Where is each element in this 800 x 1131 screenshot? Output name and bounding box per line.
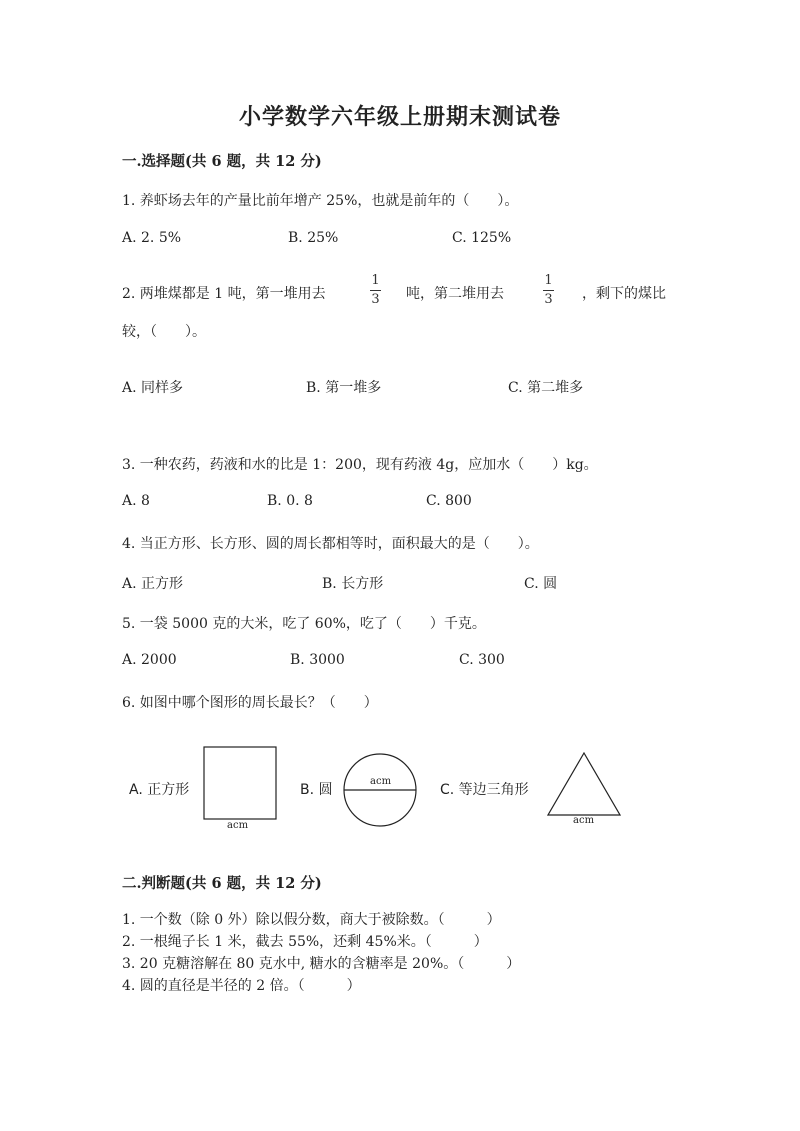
q2-fraction-2 — [543, 274, 554, 307]
q4-option-c: C. 圆 — [524, 576, 558, 592]
q2-fraction-1 — [370, 274, 381, 307]
square-figure — [203, 746, 277, 820]
question-2-line2: 较，（ ）。 — [122, 324, 206, 340]
q2-fraction-1-numerator: 1 — [371, 273, 380, 288]
figure-square-label: A. 正方形 — [129, 782, 190, 798]
circle-figure — [342, 752, 418, 828]
q3-option-a: A. 8 — [122, 493, 150, 509]
judgement-item-4: 4. 圆的直径是半径的 2 倍。（ ） — [122, 978, 361, 994]
q1-option-a: A. 2. 5% — [122, 230, 182, 246]
q3-option-b: B. 0. 8 — [267, 493, 313, 509]
q2-option-a: A. 同样多 — [122, 380, 184, 396]
q2-fraction-2-denominator: 3 — [544, 292, 553, 307]
judgement-item-1: 1. 一个数（除 0 外）除以假分数，商大于被除数。（ ） — [122, 912, 501, 928]
q2-fraction-1-denominator: 3 — [371, 292, 380, 307]
question-6: 6. 如图中哪个图形的周长最长？（ ） — [122, 695, 378, 711]
question-2-part3: ，剩下的煤比 — [582, 286, 666, 302]
q5-option-a: A. 2000 — [122, 652, 177, 668]
section-heading-choice: 一.选择题(共 6 题，共 12 分) — [122, 153, 322, 170]
q1-option-b: B. 25% — [288, 230, 339, 246]
triangle-unit-label: acm — [573, 815, 595, 826]
q4-option-b: B. 长方形 — [322, 576, 384, 592]
figure-circle-label: B. 圆 — [300, 782, 333, 798]
circle-unit-label: acm — [370, 776, 392, 787]
judgement-item-2: 2. 一根绳子长 1 米，截去 55%，还剩 45%米。（ ） — [122, 934, 488, 950]
question-2-part1: 2. 两堆煤都是 1 吨，第一堆用去 — [122, 286, 326, 302]
fraction-bar — [543, 290, 554, 291]
q3-option-c: C. 800 — [426, 493, 472, 509]
judgement-item-3: 3. 20 克糖溶解在 80 克水中, 糖水的含糖率是 20%。（ ） — [122, 956, 521, 972]
question-1: 1. 养虾场去年的产量比前年增产 25%，也就是前年的（ ）。 — [122, 193, 519, 209]
q2-option-c: C. 第二堆多 — [508, 380, 584, 396]
question-3: 3. 一种农药，药液和水的比是 1：200，现有药液 4g，应加水（ ）kg。 — [122, 457, 598, 473]
q1-option-c: C. 125% — [452, 230, 512, 246]
fraction-bar — [370, 290, 381, 291]
q2-fraction-2-numerator: 1 — [544, 273, 553, 288]
page-title: 小学数学六年级上册期末测试卷 — [238, 104, 561, 130]
triangle-figure — [547, 752, 621, 816]
square-unit-label: acm — [227, 820, 249, 831]
q2-option-b: B. 第一堆多 — [306, 380, 382, 396]
section-heading-judgement: 二.判断题(共 6 题，共 12 分) — [122, 875, 322, 892]
q5-option-b: B. 3000 — [290, 652, 345, 668]
q4-option-a: A. 正方形 — [122, 576, 184, 592]
figure-triangle-label: C. 等边三角形 — [440, 782, 529, 798]
question-4: 4. 当正方形、长方形、圆的周长都相等时，面积最大的是（ ）。 — [122, 536, 539, 552]
q5-option-c: C. 300 — [459, 652, 505, 668]
question-2-part2: 吨，第二堆用去 — [406, 286, 504, 302]
question-5: 5. 一袋 5000 克的大米，吃了 60%，吃了（ ）千克。 — [122, 616, 486, 632]
